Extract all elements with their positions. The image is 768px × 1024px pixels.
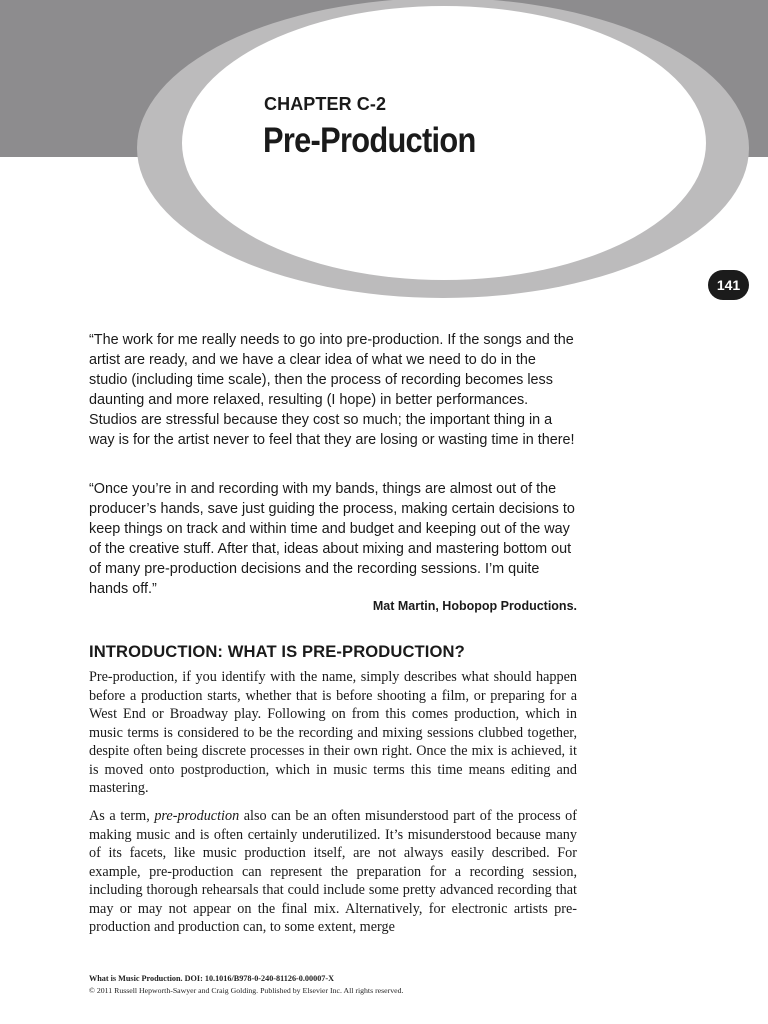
- term-emphasis: pre-production: [154, 808, 240, 824]
- page-footer: [89, 973, 403, 997]
- footer-copyright: © 2011 Russell Hepworth-Sawyer and Craig Golding. Published by Elsevier Inc. All rights reserved.: [89, 986, 404, 995]
- epigraph-quote-1: “The work for me really needs to go into pre-production. If the songs and the artist are ready, and we have a clear idea of what we need to do in the studio (including time scale), then the process of recording becomes less daunting and more relaxed, resulting (I hope) in better performances. Studios are stressful because they cost so much; the important thing in a way is for the artist never to feel that they are losing or wasting time in there!: [89, 332, 575, 448]
- body-paragraph-1: Pre-production, if you identify with the name, simply describes what should happen before a production starts, whether that is before shooting a film, or preparing for a West End or Broadway play. Following on from this comes production, which in music terms is considered to be the recording and mixing sessions clubbed together, despite often being discrete processes in their own right. Once the mix is achieved, it is moved onto postproduction, which in music terms this time means editing and mastering.: [89, 669, 577, 796]
- epigraph-quote-2: “Once you’re in and recording with my bands, things are almost out of the producer’s hands, save just guiding the process, making certain decisions to keep things on track and within time and budget and keeping out of the way of the creative stuff. After that, ideas about mixing and mastering bottom out of many pre-production decisions and the recording sessions. I’m quite hands off.”: [89, 481, 575, 597]
- section-heading: INTRODUCTION: WHAT IS PRE-PRODUCTION?: [89, 642, 465, 661]
- footer-doi: What is Music Production. DOI: 10.1016/B978-0-240-81126-0.00007-X: [89, 974, 335, 983]
- paragraph-2-start: As a term,: [89, 808, 155, 824]
- chapter-label: CHAPTER C-2: [264, 94, 387, 114]
- chapter-title: Pre-Production: [263, 121, 476, 160]
- body-paragraph-2: [89, 807, 577, 937]
- paragraph-2-rest: also can be an often misunderstood part of the process of making music and is often certainly underutilized. It’s misunderstood because many of its facets, like music production itself, are not always easily described. For example, pre-production can represent the preparation for a recording session, including thorough rehearsals that could include some pretty advanced recording that may or may not appear on the final mix. Alternatively, for electronic artists pre-production and production can, to some extent, merge: [89, 808, 577, 935]
- page-number-badge: 141: [708, 270, 749, 300]
- quote-attribution: Mat Martin, Hobopop Productions.: [372, 599, 577, 613]
